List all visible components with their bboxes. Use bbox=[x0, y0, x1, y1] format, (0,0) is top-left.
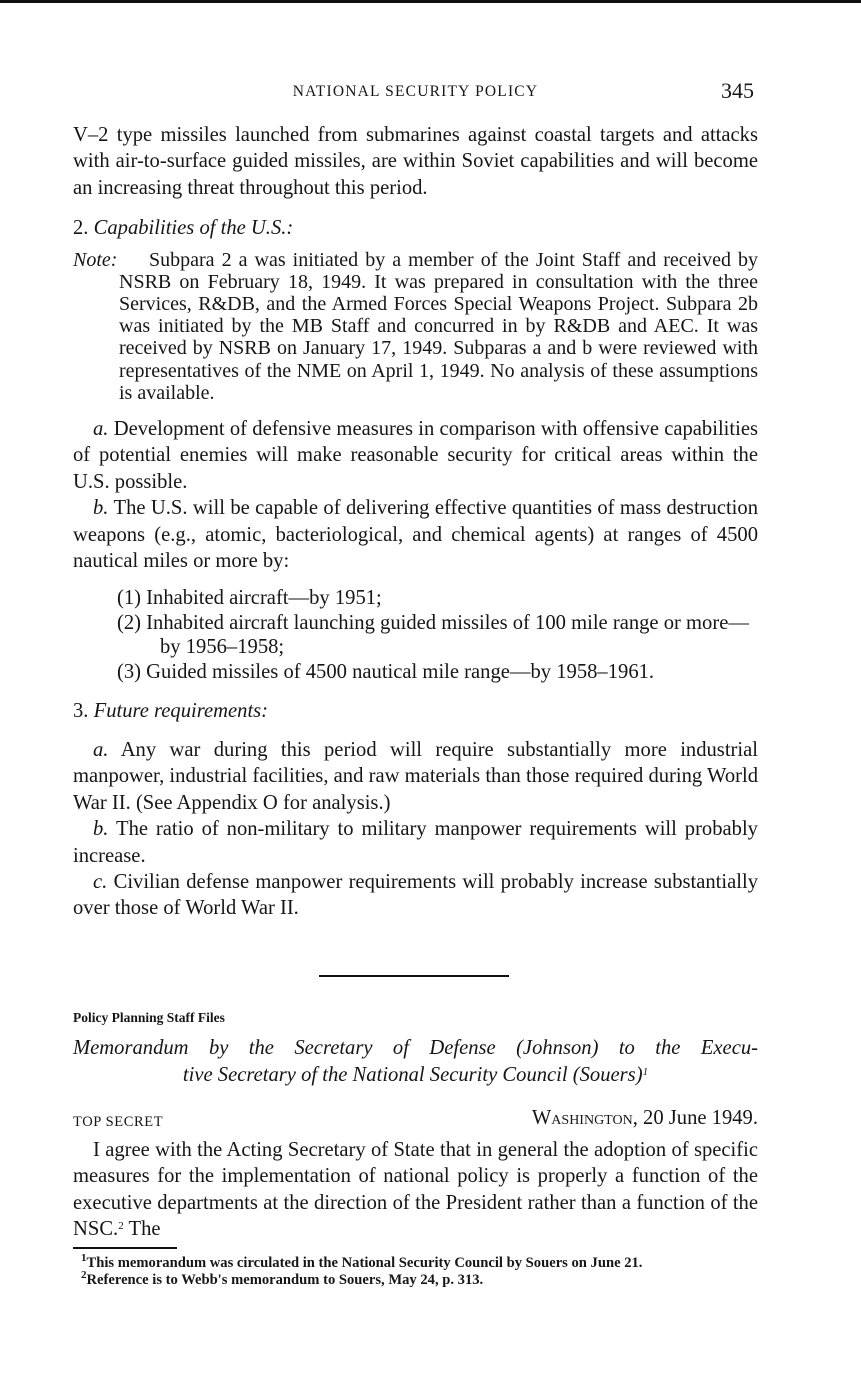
section-2a-label: a. bbox=[93, 418, 109, 441]
top-border bbox=[0, 0, 861, 3]
document-title-line-2 bbox=[73, 1062, 758, 1089]
list-item-number: (1) bbox=[117, 587, 142, 610]
document-title-line-2-text: tive Secretary of the National Security Council (Souers) bbox=[182, 1064, 643, 1086]
intro-paragraph: V–2 type missiles launched from submarines against coastal targets and attacks with air-to-surface guided missiles, are within Soviet capabilities and will become an increasing threat throughout this period. bbox=[73, 124, 758, 199]
section-3-heading bbox=[73, 698, 758, 724]
list-item-text: Guided missiles of 4500 nautical mile range—by 1958–1961. bbox=[146, 660, 655, 683]
footnote-rule bbox=[73, 1247, 177, 1249]
section-3b-label: b. bbox=[93, 818, 109, 841]
source-line: Policy Planning Staff Files bbox=[73, 1010, 225, 1025]
footnote-ref-1: 1 bbox=[642, 1066, 649, 1078]
section-2b-label: b. bbox=[93, 497, 109, 520]
dateline bbox=[532, 1107, 758, 1130]
section-2-heading bbox=[73, 215, 758, 241]
note-label: Note: bbox=[73, 248, 118, 271]
footnote-marker: 1 bbox=[81, 1252, 87, 1264]
section-3c-text: Civilian defense manpower requirements will probably increase substantially over those of World War II. bbox=[73, 870, 758, 920]
list-item-number: (2) bbox=[117, 611, 142, 634]
footnote-ref-2: 2 bbox=[118, 1220, 124, 1233]
running-title: NATIONAL SECURITY POLICY bbox=[292, 83, 539, 100]
dateline-date: , 20 June 1949. bbox=[632, 1107, 758, 1129]
list-item bbox=[73, 586, 758, 611]
list-item bbox=[73, 611, 758, 660]
footnote bbox=[73, 1252, 758, 1272]
dateline-place: Washington bbox=[531, 1107, 633, 1129]
section-3b bbox=[73, 816, 758, 869]
running-header bbox=[73, 78, 758, 104]
body-text bbox=[73, 122, 758, 922]
footnote-text: This memorandum was circulated in the National Security Council by Souers on June 21. bbox=[86, 1255, 643, 1271]
section-2a-text: Development of defensive measures in comparison with offensive capabilities of potential enemies will make reasonable security for critical areas within the U.S. possible. bbox=[73, 418, 758, 493]
footnotes bbox=[73, 1252, 758, 1288]
classification-marking: TOP SECRET bbox=[73, 1114, 164, 1130]
section-2-title: Capabilities of the U.S.: bbox=[93, 217, 294, 240]
note-block bbox=[73, 249, 758, 404]
capability-list bbox=[73, 586, 758, 684]
footnote bbox=[73, 1268, 758, 1289]
section-3b-text: The ratio of non-military to military manpower requirements will probably increase. bbox=[73, 818, 758, 867]
note-text: Subpara 2 a was initiated by a member of the Joint Staff and received by NSRB on February 18, 1949. It was prepared in consultation with the three Services, R&DB, and the Armed Forces Special Weapons Project. Subpara 2b was initiated by the MB Staff and concurred in by R&DB and AEC. It was received by NSRB on January 17, 1949. Subparas a and b were reviewed with representatives of the NME on April 1, 1949. No analysis of these assumptions is available. bbox=[119, 248, 758, 404]
section-2b-text: The U.S. will be capable of delivering effective quantities of mass destruction weapons (e.g., atomic, bacteriological, and chemical agents) at ranges of 4500 nautical miles or more by: bbox=[73, 497, 758, 573]
document-title-line-1: Memorandum by the Secretary of Defense (Johnson) to the Execu- bbox=[73, 1037, 758, 1059]
section-3c-label: c. bbox=[93, 870, 108, 893]
list-item-number: (3) bbox=[117, 660, 142, 683]
list-item-text: Inhabited aircraft—by 1951; bbox=[146, 587, 382, 610]
letter-paragraph bbox=[73, 1137, 758, 1243]
section-3-title: Future requirements: bbox=[93, 700, 269, 723]
page-number: 345 bbox=[721, 78, 754, 103]
section-2a bbox=[73, 416, 758, 495]
footnote-marker: 2 bbox=[81, 1268, 87, 1281]
list-item bbox=[73, 660, 758, 685]
section-3a bbox=[73, 737, 758, 816]
footnote-text: Reference is to Webb's memorandum to Souers, May 24, p. 313. bbox=[86, 1271, 484, 1288]
section-3-number: 3. bbox=[73, 700, 89, 723]
section-2b bbox=[73, 495, 758, 574]
list-item-text: Inhabited aircraft launching guided missiles of 100 mile range or more—by 1956–1958; bbox=[146, 611, 749, 659]
section-2-number: 2. bbox=[73, 217, 89, 240]
section-3a-text: Any war during this period will require substantially more industrial manpower, industrial facilities, and raw materials than those required during World War II. (See Appendix O for analysis.) bbox=[73, 738, 758, 814]
section-divider bbox=[319, 975, 509, 977]
letter-text: I agree with the Acting Secretary of State that in general the adoption of specific measures for the implementation of national policy is properly a function of the executive departments at the direction of the President rather than a function of the NSC. bbox=[73, 1139, 758, 1241]
section-3a-label: a. bbox=[93, 738, 109, 761]
section-3c bbox=[73, 869, 758, 922]
letter-tail: The bbox=[123, 1218, 161, 1241]
document-title bbox=[73, 1035, 758, 1089]
